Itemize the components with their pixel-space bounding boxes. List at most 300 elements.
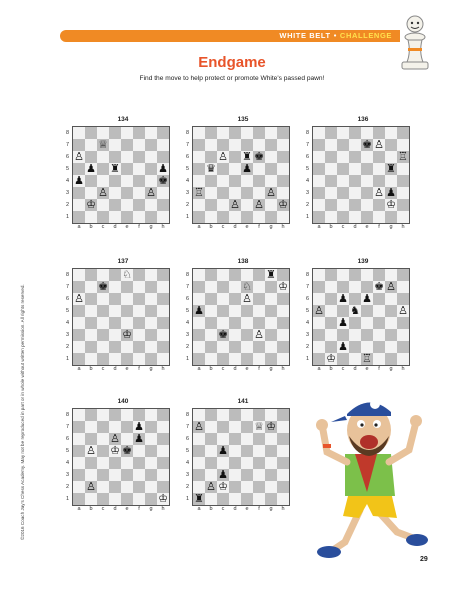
board-square — [85, 211, 97, 223]
page-subtitle: Find the move to help protect or promote White's passed pawn! — [139, 75, 325, 82]
board-square — [97, 211, 109, 223]
rank-label: 4 — [65, 178, 70, 184]
board-square — [337, 353, 349, 365]
chess-piece-icon: ♙ — [146, 186, 156, 199]
chess-piece-icon: ♟ — [158, 162, 168, 175]
board-square — [109, 469, 121, 481]
file-label: b — [89, 506, 93, 512]
chess-piece-icon: ♖ — [362, 352, 372, 365]
board-square — [229, 293, 241, 305]
file-label: b — [89, 224, 93, 230]
board-square — [109, 329, 121, 341]
board-square — [133, 127, 145, 139]
board-square — [397, 281, 409, 293]
board-square — [217, 421, 229, 433]
board-square — [145, 421, 157, 433]
board-square — [133, 269, 145, 281]
board-square — [385, 139, 397, 151]
board-square — [205, 211, 217, 223]
board-square — [229, 305, 241, 317]
board-square — [85, 409, 97, 421]
file-label: a — [317, 224, 321, 230]
file-label: a — [197, 366, 201, 372]
file-label: e — [245, 224, 249, 230]
file-label: f — [378, 366, 380, 372]
board-square — [325, 281, 337, 293]
board-square — [385, 305, 397, 317]
board-square — [229, 433, 241, 445]
rank-label: 8 — [65, 272, 70, 278]
board-square — [157, 269, 169, 281]
board-square — [109, 493, 121, 505]
board-square — [361, 211, 373, 223]
chess-piece-icon: ♟ — [218, 468, 228, 481]
board-square — [205, 353, 217, 365]
board-square — [157, 199, 169, 211]
board-square — [361, 329, 373, 341]
board-square — [97, 445, 109, 457]
puzzle-number: 139 — [357, 258, 369, 265]
board-square — [133, 281, 145, 293]
rank-label: 8 — [185, 130, 190, 136]
rank-label: 4 — [305, 320, 310, 326]
board-square — [325, 211, 337, 223]
board-square — [145, 139, 157, 151]
board-square — [253, 469, 265, 481]
board-square — [325, 127, 337, 139]
board-square — [157, 329, 169, 341]
chess-piece-icon: ♜ — [110, 162, 120, 175]
chess-piece-icon: ♔ — [278, 280, 288, 293]
board-square — [193, 329, 205, 341]
board-square — [253, 445, 265, 457]
page-title: Endgame — [198, 54, 266, 71]
board-square — [265, 305, 277, 317]
board-square — [265, 341, 277, 353]
board-square — [145, 445, 157, 457]
chess-piece-icon: ♜ — [194, 492, 204, 505]
board-square — [361, 187, 373, 199]
board-square — [241, 187, 253, 199]
chess-piece-icon: ♙ — [74, 292, 84, 305]
file-label: a — [197, 224, 201, 230]
board-square — [205, 187, 217, 199]
chess-piece-icon: ♚ — [122, 444, 132, 457]
file-label: d — [113, 366, 117, 372]
board-square — [109, 457, 121, 469]
board-square — [349, 175, 361, 187]
board-square — [349, 187, 361, 199]
rank-label: 8 — [305, 272, 310, 278]
board-square — [337, 211, 349, 223]
board-square — [157, 433, 169, 445]
board-square — [229, 457, 241, 469]
board-square — [73, 409, 85, 421]
banner-text — [279, 30, 392, 42]
file-label: f — [138, 366, 140, 372]
rank-label: 5 — [185, 308, 190, 314]
board-square — [133, 151, 145, 163]
board-square — [313, 151, 325, 163]
board-square — [97, 151, 109, 163]
chess-piece-icon: ♚ — [218, 328, 228, 341]
rank-label: 4 — [185, 460, 190, 466]
board-square — [397, 127, 409, 139]
chess-piece-icon: ♔ — [386, 198, 396, 211]
board-square — [85, 269, 97, 281]
board-square — [313, 329, 325, 341]
board-square — [109, 353, 121, 365]
board-square — [73, 493, 85, 505]
chess-piece-icon: ♟ — [362, 292, 372, 305]
file-label: d — [233, 224, 237, 230]
chess-piece-icon: ♙ — [374, 186, 384, 199]
board-square — [145, 211, 157, 223]
board-square — [121, 211, 133, 223]
board-square — [73, 341, 85, 353]
board-square — [133, 353, 145, 365]
board-square — [253, 305, 265, 317]
board-square — [325, 199, 337, 211]
board-square — [133, 493, 145, 505]
board-square — [217, 211, 229, 223]
board-square — [241, 317, 253, 329]
chess-board — [192, 408, 290, 506]
board-square — [241, 481, 253, 493]
board-square — [265, 493, 277, 505]
board-square — [253, 281, 265, 293]
puzzle-diagram — [62, 258, 184, 386]
file-label: e — [125, 366, 129, 372]
rank-label: 7 — [305, 284, 310, 290]
chess-piece-icon: ♔ — [326, 352, 336, 365]
chess-piece-icon: ♔ — [278, 198, 288, 211]
board-square — [385, 353, 397, 365]
board-square — [205, 329, 217, 341]
board-square — [277, 433, 289, 445]
board-square — [193, 469, 205, 481]
board-square — [385, 317, 397, 329]
board-square — [157, 353, 169, 365]
board-square — [73, 269, 85, 281]
board-square — [349, 163, 361, 175]
board-square — [205, 199, 217, 211]
board-square — [97, 433, 109, 445]
chess-piece-icon: ♟ — [338, 316, 348, 329]
board-square — [265, 163, 277, 175]
board-square — [157, 341, 169, 353]
file-label: h — [401, 224, 405, 230]
board-square — [373, 329, 385, 341]
board-square — [277, 329, 289, 341]
board-square — [253, 211, 265, 223]
board-square — [313, 269, 325, 281]
board-square — [109, 317, 121, 329]
chess-piece-icon: ♕ — [98, 138, 108, 151]
file-label: a — [317, 366, 321, 372]
board-square — [193, 211, 205, 223]
board-square — [277, 175, 289, 187]
board-square — [157, 187, 169, 199]
rank-label: 3 — [305, 332, 310, 338]
file-label: f — [258, 366, 260, 372]
board-square — [373, 353, 385, 365]
board-square — [265, 353, 277, 365]
chess-piece-icon: ♙ — [86, 444, 96, 457]
chess-piece-icon: ♙ — [206, 480, 216, 493]
rank-label: 4 — [65, 320, 70, 326]
file-label: c — [101, 506, 105, 512]
rank-label: 7 — [185, 284, 190, 290]
board-square — [73, 469, 85, 481]
rank-label: 6 — [305, 154, 310, 160]
board-square — [241, 175, 253, 187]
board-square — [361, 305, 373, 317]
file-label: h — [281, 224, 285, 230]
board-square — [229, 139, 241, 151]
board-square — [325, 151, 337, 163]
file-label: b — [89, 366, 93, 372]
board-square — [157, 211, 169, 223]
board-square — [73, 445, 85, 457]
board-square — [253, 493, 265, 505]
board-square — [97, 457, 109, 469]
chess-piece-icon: ♟ — [74, 174, 84, 187]
board-square — [109, 127, 121, 139]
board-square — [229, 175, 241, 187]
chess-piece-icon: ♘ — [242, 280, 252, 293]
board-square — [205, 269, 217, 281]
board-square — [85, 127, 97, 139]
chess-piece-icon: ♙ — [86, 480, 96, 493]
file-label: g — [389, 224, 393, 230]
board-square — [133, 341, 145, 353]
board-square — [217, 493, 229, 505]
rank-label: 2 — [185, 202, 190, 208]
chess-piece-icon: ♖ — [194, 186, 204, 199]
board-square — [217, 293, 229, 305]
board-square — [385, 127, 397, 139]
board-square — [205, 175, 217, 187]
chess-piece-icon: ♙ — [398, 304, 408, 317]
chess-board — [72, 408, 170, 506]
board-square — [253, 457, 265, 469]
board-square — [229, 163, 241, 175]
file-label: b — [209, 506, 213, 512]
board-square — [385, 211, 397, 223]
rank-label: 2 — [305, 344, 310, 350]
board-square — [397, 341, 409, 353]
board-square — [85, 329, 97, 341]
board-square — [313, 175, 325, 187]
board-square — [229, 469, 241, 481]
board-square — [205, 445, 217, 457]
board-square — [121, 199, 133, 211]
chess-piece-icon: ♟ — [386, 186, 396, 199]
rank-label: 6 — [65, 154, 70, 160]
rank-label: 1 — [65, 214, 70, 220]
board-square — [109, 305, 121, 317]
board-square — [157, 457, 169, 469]
banner-right-label: CHALLENGE — [339, 31, 392, 40]
chess-piece-icon: ♟ — [194, 304, 204, 317]
puzzle-diagram — [182, 398, 304, 526]
rank-label: 7 — [185, 142, 190, 148]
board-square — [193, 163, 205, 175]
board-square — [133, 481, 145, 493]
chess-piece-icon: ♟ — [338, 340, 348, 353]
board-square — [373, 163, 385, 175]
board-square — [193, 433, 205, 445]
board-square — [277, 151, 289, 163]
board-square — [121, 127, 133, 139]
chess-piece-icon: ♙ — [386, 280, 396, 293]
chess-piece-icon: ♙ — [98, 186, 108, 199]
board-square — [145, 317, 157, 329]
chess-piece-icon: ♚ — [254, 150, 264, 163]
rank-label: 6 — [65, 436, 70, 442]
board-square — [97, 421, 109, 433]
chess-piece-icon: ♔ — [86, 198, 96, 211]
board-square — [349, 353, 361, 365]
board-square — [121, 163, 133, 175]
board-square — [109, 199, 121, 211]
chess-piece-icon: ♙ — [374, 138, 384, 151]
board-square — [253, 353, 265, 365]
board-square — [85, 175, 97, 187]
board-square — [349, 317, 361, 329]
board-square — [157, 127, 169, 139]
banner-separator: • — [333, 31, 337, 40]
board-square — [205, 493, 217, 505]
board-square — [217, 341, 229, 353]
board-square — [373, 305, 385, 317]
board-square — [241, 409, 253, 421]
board-square — [97, 329, 109, 341]
board-square — [277, 163, 289, 175]
rank-label: 2 — [185, 484, 190, 490]
board-square — [313, 127, 325, 139]
chess-piece-icon: ♚ — [362, 138, 372, 151]
file-label: g — [149, 366, 153, 372]
board-square — [373, 341, 385, 353]
chess-piece-icon: ♔ — [122, 328, 132, 341]
file-label: d — [353, 366, 357, 372]
board-square — [325, 305, 337, 317]
board-square — [193, 151, 205, 163]
board-square — [229, 353, 241, 365]
chess-piece-icon: ♔ — [266, 420, 276, 433]
board-square — [133, 293, 145, 305]
board-square — [361, 317, 373, 329]
file-label: a — [77, 506, 81, 512]
chess-piece-icon: ♙ — [110, 432, 120, 445]
board-square — [265, 139, 277, 151]
rank-label: 1 — [185, 356, 190, 362]
board-square — [229, 421, 241, 433]
board-square — [109, 293, 121, 305]
puzzle-diagram — [62, 116, 184, 244]
board-square — [73, 329, 85, 341]
file-label: d — [233, 506, 237, 512]
rank-label: 4 — [185, 178, 190, 184]
file-label: c — [341, 366, 345, 372]
board-square — [241, 305, 253, 317]
board-square — [157, 445, 169, 457]
board-square — [145, 163, 157, 175]
board-square — [97, 317, 109, 329]
rank-label: 7 — [305, 142, 310, 148]
board-square — [145, 409, 157, 421]
board-square — [253, 341, 265, 353]
board-square — [121, 151, 133, 163]
puzzle-diagram — [182, 116, 304, 244]
board-square — [85, 457, 97, 469]
board-square — [145, 433, 157, 445]
file-label: h — [161, 506, 165, 512]
board-square — [145, 341, 157, 353]
board-square — [241, 353, 253, 365]
board-square — [253, 481, 265, 493]
board-square — [313, 139, 325, 151]
board-square — [85, 293, 97, 305]
board-square — [97, 163, 109, 175]
board-square — [121, 281, 133, 293]
board-square — [193, 139, 205, 151]
chess-piece-icon: ♙ — [254, 198, 264, 211]
rank-label: 2 — [65, 344, 70, 350]
board-square — [193, 341, 205, 353]
board-square — [205, 433, 217, 445]
chess-board — [72, 268, 170, 366]
rank-label: 8 — [185, 272, 190, 278]
board-square — [265, 469, 277, 481]
board-square — [193, 281, 205, 293]
cartoon-coach-illustration — [305, 392, 435, 562]
chess-piece-icon: ♙ — [242, 292, 252, 305]
board-square — [85, 281, 97, 293]
file-label: c — [221, 506, 225, 512]
rank-label: 6 — [305, 296, 310, 302]
board-square — [265, 481, 277, 493]
rank-label: 3 — [65, 190, 70, 196]
file-label: f — [378, 224, 380, 230]
board-square — [385, 341, 397, 353]
file-label: f — [138, 506, 140, 512]
board-square — [265, 127, 277, 139]
board-square — [229, 269, 241, 281]
board-square — [373, 199, 385, 211]
board-square — [205, 139, 217, 151]
rank-label: 2 — [305, 202, 310, 208]
chess-piece-icon: ♙ — [266, 186, 276, 199]
chess-board — [312, 126, 410, 224]
board-square — [277, 493, 289, 505]
board-square — [121, 305, 133, 317]
board-square — [253, 269, 265, 281]
puzzle-number: 138 — [237, 258, 249, 265]
puzzle-diagram — [182, 258, 304, 386]
rank-label: 8 — [65, 412, 70, 418]
file-label: g — [269, 224, 273, 230]
board-square — [349, 329, 361, 341]
file-label: b — [329, 224, 333, 230]
file-label: g — [269, 366, 273, 372]
rank-label: 7 — [65, 424, 70, 430]
chess-piece-icon: ♟ — [242, 162, 252, 175]
chess-piece-icon: ♘ — [122, 268, 132, 281]
file-label: c — [221, 366, 225, 372]
